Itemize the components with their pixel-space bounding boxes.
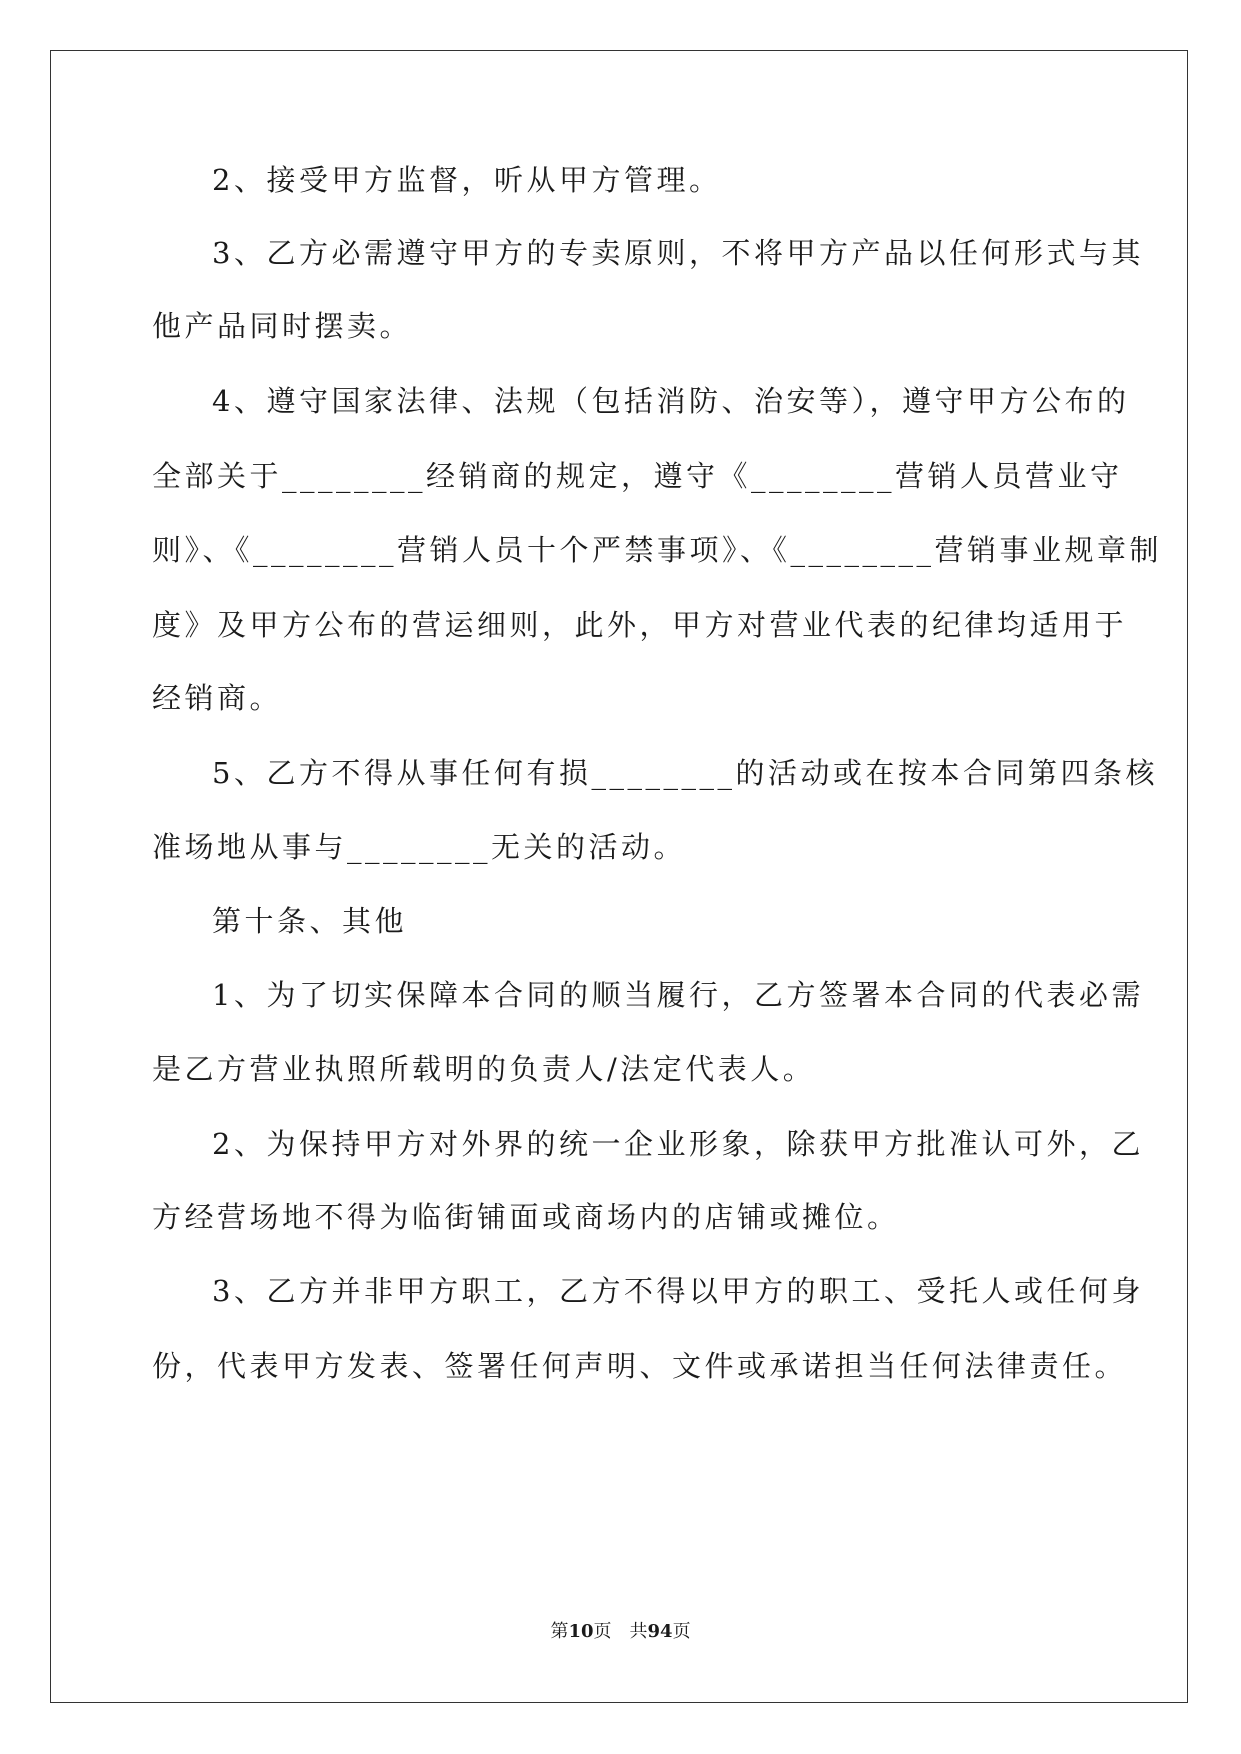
text-line: 3、乙方并非甲方职工，乙方不得以甲方的职工、受托人或任何身	[212, 1274, 1144, 1308]
total-pages-number: 94	[647, 1621, 673, 1642]
footer-middle: 页 共	[593, 1621, 648, 1642]
text-line: 2、为保持甲方对外界的统一企业形象，除获甲方批准认可外，乙	[212, 1127, 1144, 1161]
text-line: 全部关于________经销商的规定，遵守《________营销人员营业守	[152, 459, 1123, 493]
footer-prefix: 第	[550, 1621, 569, 1642]
text-line: 则》、《________营销人员十个严禁事项》、《________营销事业规章制	[152, 533, 1163, 567]
text-line: 2、接受甲方监督，听从甲方管理。	[212, 163, 722, 197]
page-border	[50, 50, 1188, 1703]
current-page-number: 10	[568, 1621, 594, 1642]
text-line: 经销商。	[152, 681, 283, 715]
text-line: 1、为了切实保障本合同的顺当履行，乙方签署本合同的代表必需	[212, 978, 1144, 1012]
text-line: 4、遵守国家法律、法规（包括消防、治安等），遵守甲方公布的	[212, 384, 1130, 418]
text-line: 度》及甲方公布的营运细则，此外，甲方对营业代表的纪律均适用于	[152, 608, 1128, 642]
text-line: 方经营场地不得为临街铺面或商场内的店铺或摊位。	[152, 1200, 900, 1234]
page-footer	[0, 1621, 1241, 1643]
text-line: 准场地从事与________无关的活动。	[152, 830, 687, 864]
text-line: 5、乙方不得从事任何有损________的活动或在按本合同第四条核	[212, 756, 1158, 790]
text-line: 他产品同时摆卖。	[152, 309, 413, 343]
text-line: 3、乙方必需遵守甲方的专卖原则，不将甲方产品以任何形式与其	[212, 236, 1144, 270]
section-heading: 第十条、其他	[212, 904, 408, 938]
text-line: 份，代表甲方发表、签署任何声明、文件或承诺担当任何法律责任。	[152, 1349, 1128, 1383]
footer-suffix: 页	[672, 1621, 691, 1642]
text-line: 是乙方营业执照所载明的负责人/法定代表人。	[152, 1052, 816, 1086]
